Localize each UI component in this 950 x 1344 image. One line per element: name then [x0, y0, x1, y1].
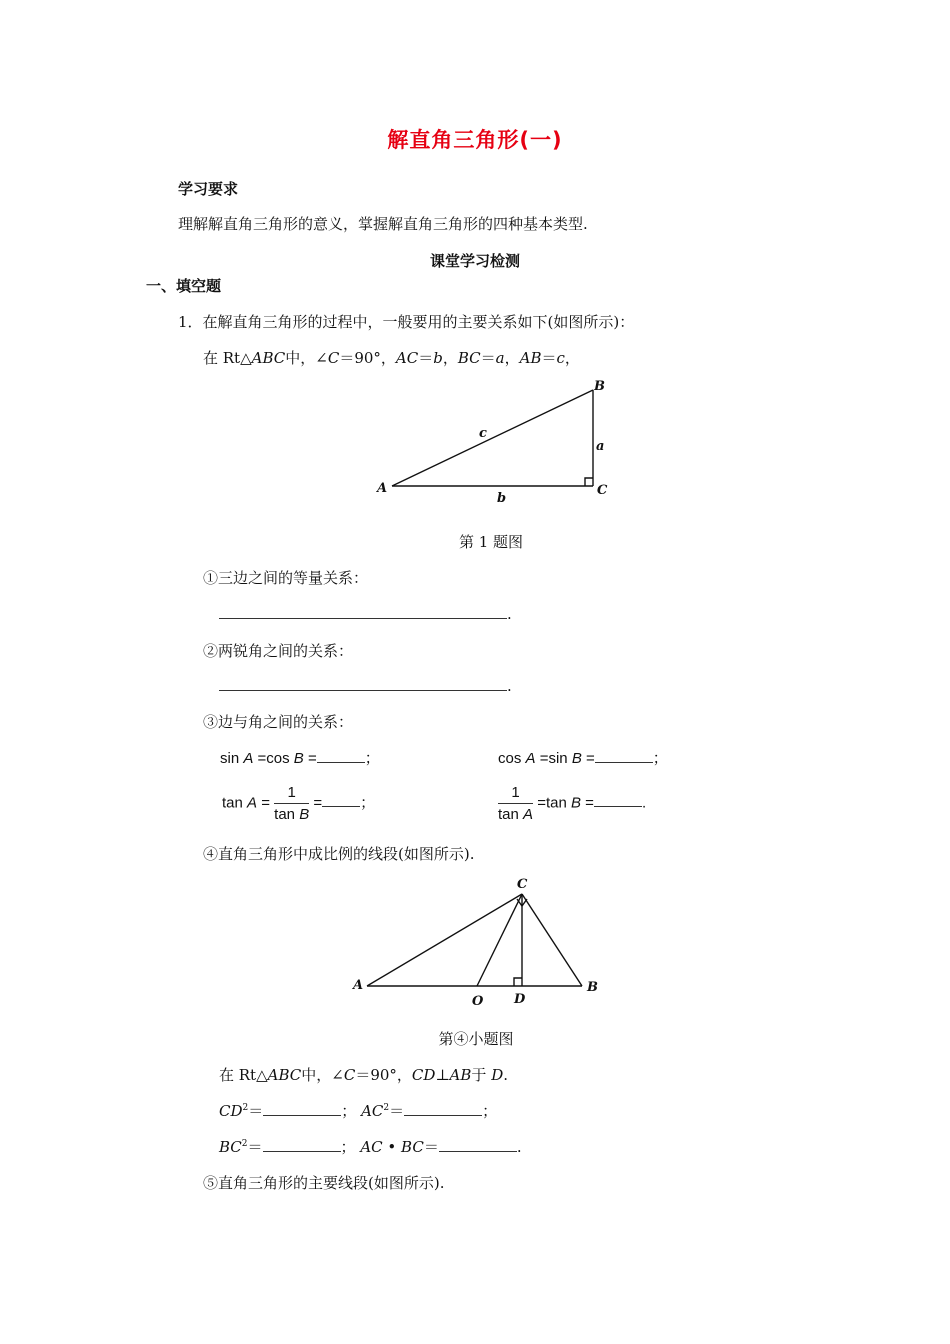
- sin-a-blank[interactable]: [317, 748, 365, 763]
- side-a-label: a: [596, 439, 605, 454]
- tan-a-blank[interactable]: [322, 792, 360, 807]
- point-o-label: O: [472, 994, 484, 1009]
- vertex-a-label: A: [353, 978, 364, 993]
- figure-2-triangle: [350, 874, 610, 1010]
- equation-row-1: $CD^2=$ ； $AC^2=$ ；: [219, 1102, 498, 1120]
- relation-tan-a: tan A = $\frac{1}{\text{tan B}}$ = ；: [222, 784, 376, 823]
- part-heading: 一、填空题: [146, 277, 222, 295]
- vertex-c-label: C: [597, 483, 608, 498]
- relation-sin-a: sin A =cos B = ；: [220, 750, 380, 767]
- right-angle-mark: [585, 478, 593, 486]
- item-2-label: ②两锐角之间的关系：: [203, 642, 354, 660]
- cd-squared-blank[interactable]: [263, 1101, 341, 1116]
- point-d-label: D: [514, 992, 526, 1007]
- equation-row-2: $BC^2=$ ； AC • BC＝ .: [219, 1138, 522, 1156]
- relation-cos-a: cos A =sin B = ；: [498, 750, 668, 767]
- relation-tan-b: $\frac{1}{\text{tan A}}$ =tan B = .: [498, 784, 647, 823]
- vertex-b-label: B: [587, 980, 598, 995]
- item-4-label: ④直角三角形中成比例的线段(如图所示).: [203, 845, 475, 863]
- segment-bc: [522, 894, 582, 986]
- item-1-answer: .: [219, 604, 512, 623]
- item-2-blank[interactable]: [219, 676, 507, 691]
- right-angle-mark-d: [514, 978, 522, 986]
- section-heading: 课堂学习检测: [429, 252, 520, 270]
- ac-squared-blank[interactable]: [404, 1101, 482, 1116]
- question-1-intro: 1．在解直角三角形的过程中，一般要用的主要关系如下(如图所示)：: [178, 313, 635, 331]
- vertex-a-label: A: [377, 481, 388, 496]
- question-4-conditions: 在 Rt△ABC中，∠C＝90°，CD⊥AB于 D.: [219, 1066, 508, 1084]
- bc-squared-blank[interactable]: [263, 1137, 341, 1152]
- item-1-blank[interactable]: [219, 604, 507, 619]
- cos-a-blank[interactable]: [595, 748, 653, 763]
- requirements-text: 理解解直角三角形的意义，掌握解直角三角形的四种基本类型.: [178, 215, 588, 233]
- fraction-one-over-tan-b: $\frac{1}{\text{tan B}}$: [274, 784, 310, 823]
- item-1-label: ①三边之间的等量关系：: [203, 569, 369, 587]
- figure-1-triangle: [370, 372, 620, 512]
- figure-1-caption: 第 1 题图: [458, 533, 524, 551]
- item-5-label: ⑤直角三角形的主要线段(如图所示).: [203, 1174, 445, 1192]
- requirements-heading: 学习要求: [178, 180, 239, 198]
- figure-2-caption: 第④小题图: [438, 1030, 514, 1048]
- vertex-c-label: C: [517, 877, 528, 892]
- item-2-answer: .: [219, 676, 512, 695]
- vertex-b-label: B: [594, 379, 605, 394]
- question-1-conditions: 在 Rt△ABC中，∠C＝90°，AC＝b，BC＝a，AB＝c，: [203, 349, 580, 367]
- page-title: 解直角三角形(一): [387, 128, 563, 152]
- fraction-one-over-tan-a: $\frac{1}{\text{tan A}}$: [498, 784, 534, 823]
- side-c-label: c: [479, 426, 487, 441]
- item-3-label: ③边与角之间的关系：: [203, 713, 354, 731]
- hypotenuse-c: [392, 390, 593, 486]
- tan-b-blank[interactable]: [594, 792, 642, 807]
- ac-times-bc-blank[interactable]: [439, 1137, 517, 1152]
- side-b-label: b: [497, 491, 507, 506]
